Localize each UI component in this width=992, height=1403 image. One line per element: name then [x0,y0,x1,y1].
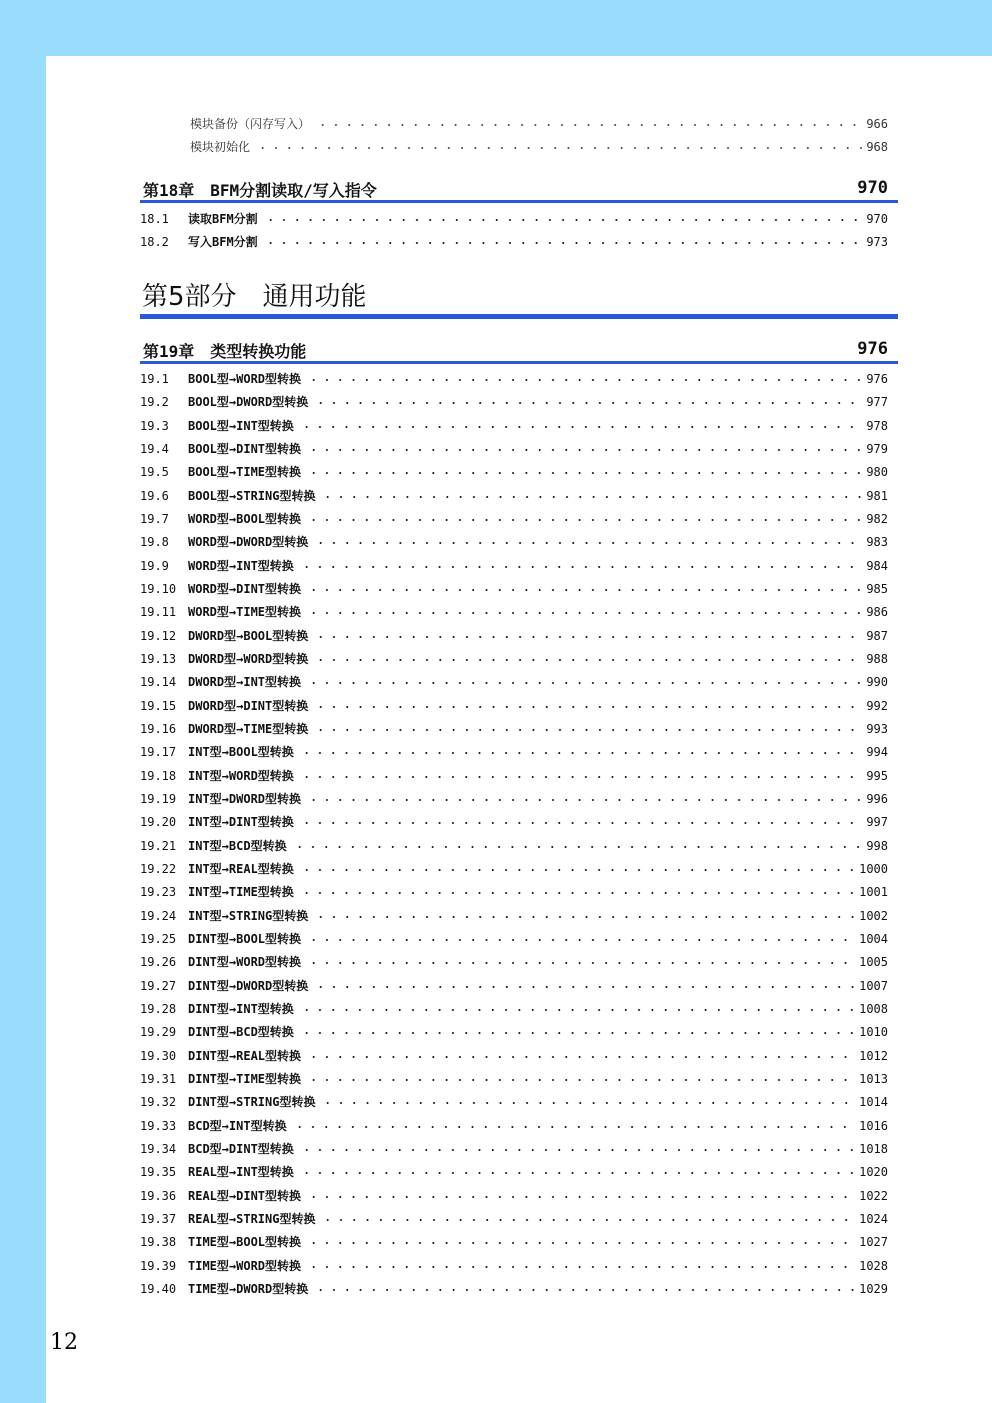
dot-leader [321,496,862,498]
toc-section-number: 19.24 [140,908,177,923]
toc-entry[interactable] [140,859,888,879]
dot-leader [264,219,862,221]
toc-section-number: 19.6 [140,488,169,503]
toc-entry-title: WORD型→DWORD型转换 [188,535,309,550]
dot-leader [307,472,862,474]
toc-section-number: 19.40 [140,1281,177,1296]
toc-section-number: 19.33 [140,1118,177,1133]
toc-entry-page: 977 [866,395,888,410]
toc-entry-page: 987 [866,628,888,643]
toc-entry-page: 1002 [859,908,888,923]
toc-entry-page: 995 [866,768,888,783]
dot-leader [256,147,862,149]
toc-subitem-title: 模块初始化 [190,140,251,154]
toc-entry-title: DINT型→WORD型转换 [188,955,302,970]
toc-entry-title: REAL型→INT型转换 [188,1165,294,1180]
toc-entry-title: DINT型→TIME型转换 [188,1071,302,1086]
toc-entry[interactable] [140,1046,888,1066]
toc-entry-title: TIME型→WORD型转换 [188,1258,302,1273]
toc-entry-title: DWORD型→INT型转换 [188,675,302,690]
toc-section-number: 19.36 [140,1188,177,1203]
toc-entry[interactable] [140,999,888,1019]
toc-entry[interactable] [140,929,888,949]
dot-leader [314,986,855,988]
dot-leader [307,379,862,381]
toc-entry-page: 1024 [859,1211,888,1226]
dot-leader [307,799,862,801]
toc-entry[interactable] [140,486,888,506]
toc-entry-title: BOOL型→DINT型转换 [188,442,302,456]
left-color-band [0,0,46,1403]
toc-entry-title: INT型→BCD型转换 [188,838,287,853]
toc-section-number: 19.21 [140,838,177,853]
toc-section-number: 19.8 [140,535,169,550]
toc-entry[interactable] [140,416,888,436]
toc-entry-page: 986 [866,605,888,620]
toc-entry-page: 1027 [859,1235,888,1250]
toc-section-number: 18.2 [140,235,169,249]
toc-entry[interactable] [140,1232,888,1252]
toc-section-number: 19.16 [140,722,177,736]
toc-section-number: 19.14 [140,675,177,690]
toc-entry[interactable] [140,976,888,996]
toc-section-number: 19.17 [140,745,177,760]
toc-section-number: 19.18 [140,768,177,783]
toc-entry-title: INT型→REAL型转换 [188,861,294,876]
toc-section-number: 19.7 [140,512,169,526]
dot-leader [314,1289,855,1291]
dot-leader [307,449,862,451]
toc-entry-page: 998 [866,838,888,853]
toc-entry-page: 982 [866,512,888,526]
toc-entry[interactable] [140,1092,888,1112]
toc-entry[interactable] [140,532,888,552]
toc-entry-page: 1020 [859,1165,888,1180]
dot-leader [300,869,855,871]
toc-entry[interactable] [140,696,888,716]
toc-entry[interactable] [140,1069,888,1089]
toc-entry-page: 1028 [859,1258,888,1273]
toc-entry[interactable] [140,626,888,646]
chapter-title: 第18章 BFM分割读取/写入指令 [143,181,377,200]
toc-entry-page: 990 [866,675,888,690]
toc-entry-page: 973 [866,235,888,249]
dot-leader [264,242,862,244]
toc-entry-title: WORD型→INT型转换 [188,558,294,573]
dot-leader [316,124,862,126]
toc-entry-page: 1029 [859,1281,888,1296]
toc-section-number: 19.34 [140,1141,177,1156]
toc-entry-title: DINT型→INT型转换 [188,1001,294,1016]
toc-section-number: 19.15 [140,698,177,713]
toc-entry-page: 1016 [859,1118,888,1133]
toc-entry-title: DINT型→BOOL型转换 [188,931,302,946]
dot-leader [307,682,862,684]
toc-section-number: 19.20 [140,815,177,830]
toc-subitem-title: 模块备份（闪存写入） [190,117,311,131]
dot-leader [300,566,862,568]
toc-entry[interactable] [140,766,888,786]
part-title: 第5部分 通用功能 [142,282,367,312]
toc-entry-title: REAL型→STRING型转换 [188,1211,316,1226]
toc-entry-title: DINT型→REAL型转换 [188,1048,302,1063]
toc-entry[interactable] [140,509,888,529]
dot-leader [293,846,862,848]
dot-leader [300,752,862,754]
toc-section-number: 19.13 [140,652,177,666]
toc-entry[interactable] [140,1279,888,1299]
chapter-title: 第19章 类型转换功能 [143,342,307,361]
toc-entry-page: 1022 [859,1188,888,1203]
toc-entry-title: INT型→DWORD型转换 [188,791,302,806]
toc-section-number: 19.19 [140,791,177,806]
toc-entry[interactable] [140,462,888,482]
dot-leader [307,962,855,964]
toc-entry-page: 978 [866,418,888,433]
toc-entry[interactable] [140,882,888,902]
part-underline [140,314,898,319]
toc-section-number: 19.4 [140,442,169,456]
toc-section-number: 19.10 [140,582,177,596]
toc-subitem[interactable] [190,137,888,157]
toc-entry-page: 980 [866,465,888,480]
dot-leader [314,729,862,731]
dot-leader [314,916,855,918]
toc-entry-title: BCD型→DINT型转换 [188,1141,294,1156]
toc-entry[interactable] [140,649,888,669]
toc-entry-page: 988 [866,652,888,666]
toc-entry-title: WORD型→BOOL型转换 [188,512,302,526]
dot-leader [307,1266,855,1268]
toc-entry-title: BCD型→INT型转换 [188,1118,287,1133]
toc-entry[interactable] [140,672,888,692]
toc-entry-title: DWORD型→DINT型转换 [188,698,309,713]
toc-entry-title: DWORD型→BOOL型转换 [188,628,309,643]
toc-entry[interactable] [140,209,888,229]
dot-leader [321,1102,855,1104]
toc-section-number: 19.27 [140,978,177,993]
toc-entry-page: 1004 [859,931,888,946]
toc-section-number: 19.30 [140,1048,177,1063]
toc-entry[interactable] [140,719,888,739]
toc-entry-title: 写入BFM分割 [188,235,258,249]
toc-section-number: 19.38 [140,1235,177,1250]
toc-entry[interactable] [140,232,888,252]
chapter-underline [140,200,898,203]
toc-entry[interactable] [140,1186,888,1206]
dot-leader [314,402,862,404]
toc-entry-title: TIME型→BOOL型转换 [188,1235,302,1250]
toc-entry[interactable] [140,602,888,622]
chapter-page: 970 [857,178,888,198]
toc-entry[interactable] [140,742,888,762]
toc-entry-page: 994 [866,745,888,760]
toc-section-number: 19.31 [140,1071,177,1086]
toc-entry[interactable] [140,836,888,856]
toc-entry-title: BOOL型→STRING型转换 [188,488,316,503]
toc-entry[interactable] [140,556,888,576]
toc-entry[interactable] [140,789,888,809]
toc-entry-title: INT型→DINT型转换 [188,815,294,830]
toc-entry-title: INT型→WORD型转换 [188,768,294,783]
dot-leader [307,589,862,591]
dot-leader [300,1149,855,1151]
toc-entry[interactable] [140,1022,888,1042]
dot-leader [307,1196,855,1198]
dot-leader [300,892,855,894]
dot-leader [300,1032,855,1034]
toc-section-number: 19.2 [140,395,169,410]
toc-entry-title: BOOL型→WORD型转换 [188,372,302,386]
toc-section-number: 19.11 [140,605,177,620]
dot-leader [300,1009,855,1011]
dot-leader [321,1219,855,1221]
toc-section-number: 19.32 [140,1095,177,1110]
dot-leader [314,542,862,544]
toc-entry-page: 1013 [859,1071,888,1086]
toc-entry-page: 993 [866,722,888,736]
dot-leader [300,776,862,778]
toc-entry-title: INT型→STRING型转换 [188,908,309,923]
toc-section-number: 19.5 [140,465,169,480]
dot-leader [307,1056,855,1058]
toc-section-number: 19.22 [140,861,177,876]
toc-entry-page: 1018 [859,1141,888,1156]
toc-section-number: 19.25 [140,931,177,946]
toc-entry-title: TIME型→DWORD型转换 [188,1281,309,1296]
dot-leader [307,939,855,941]
toc-entry-page: 983 [866,535,888,550]
toc-section-number: 19.26 [140,955,177,970]
toc-entry-title: 读取BFM分割 [188,212,258,226]
toc-entry-title: WORD型→DINT型转换 [188,582,302,596]
toc-entry-page: 1001 [859,885,888,900]
toc-entry[interactable] [140,1139,888,1159]
toc-entry-title: DINT型→STRING型转换 [188,1095,316,1110]
dot-leader [300,426,862,428]
toc-entry-page: 970 [866,212,888,226]
toc-subitem-page: 966 [866,117,888,131]
toc-entry-page: 996 [866,791,888,806]
toc-entry[interactable] [140,812,888,832]
toc-entry-page: 1010 [859,1025,888,1040]
toc-entry-page: 985 [866,582,888,596]
toc-entry-page: 997 [866,815,888,830]
dot-leader [314,659,862,661]
toc-entry-page: 976 [866,372,888,386]
toc-section-number: 19.9 [140,558,169,573]
toc-section-number: 19.35 [140,1165,177,1180]
toc-entry[interactable] [140,1162,888,1182]
toc-section-number: 19.3 [140,418,169,433]
chapter-page: 976 [857,339,888,359]
toc-entry-page: 1000 [859,861,888,876]
toc-entry-page: 979 [866,442,888,456]
dot-leader [293,1126,855,1128]
toc-entry[interactable] [140,952,888,972]
toc-entry-title: DWORD型→WORD型转换 [188,652,309,666]
dot-leader [300,822,862,824]
toc-entry[interactable] [140,1256,888,1276]
chapter-underline [140,361,898,364]
toc-entry[interactable] [140,369,888,389]
dot-leader [307,612,862,614]
toc-entry-page: 1014 [859,1095,888,1110]
dot-leader [300,1172,855,1174]
top-color-band [0,0,992,56]
toc-entry-page: 1007 [859,978,888,993]
toc-entry-page: 984 [866,558,888,573]
toc-entry-title: BOOL型→DWORD型转换 [188,395,309,410]
toc-entry[interactable] [140,1116,888,1136]
toc-section-number: 19.1 [140,372,169,386]
toc-entry-page: 1005 [859,955,888,970]
toc-section-number: 19.28 [140,1001,177,1016]
toc-entry-title: BOOL型→INT型转换 [188,418,294,433]
toc-entry[interactable] [140,906,888,926]
toc-entry-title: INT型→BOOL型转换 [188,745,294,760]
toc-entry[interactable] [140,392,888,412]
toc-entry-page: 1012 [859,1048,888,1063]
toc-section-number: 19.23 [140,885,177,900]
toc-subitem-page: 968 [866,140,888,154]
page-number: 12 [50,1330,78,1355]
dot-leader [307,1242,855,1244]
toc-entry-title: INT型→TIME型转换 [188,885,294,900]
dot-leader [314,636,862,638]
toc-entry-title: BOOL型→TIME型转换 [188,465,302,480]
toc-subitem[interactable] [190,114,888,134]
toc-entry-page: 992 [866,698,888,713]
toc-entry-title: REAL型→DINT型转换 [188,1188,302,1203]
toc-entry-page: 1008 [859,1001,888,1016]
toc-entry-page: 981 [866,488,888,503]
toc-entry-title: DINT型→DWORD型转换 [188,978,309,993]
dot-leader [307,1079,855,1081]
toc-entry[interactable] [140,579,888,599]
toc-section-number: 19.39 [140,1258,177,1273]
toc-section-number: 19.29 [140,1025,177,1040]
dot-leader [314,706,862,708]
toc-entry[interactable] [140,1209,888,1229]
toc-entry-title: DWORD型→TIME型转换 [188,722,309,736]
toc-section-number: 19.12 [140,628,177,643]
toc-entry-title: DINT型→BCD型转换 [188,1025,294,1040]
dot-leader [307,519,862,521]
toc-entry-title: WORD型→TIME型转换 [188,605,302,620]
toc-section-number: 18.1 [140,212,169,226]
toc-section-number: 19.37 [140,1211,177,1226]
toc-entry[interactable] [140,439,888,459]
